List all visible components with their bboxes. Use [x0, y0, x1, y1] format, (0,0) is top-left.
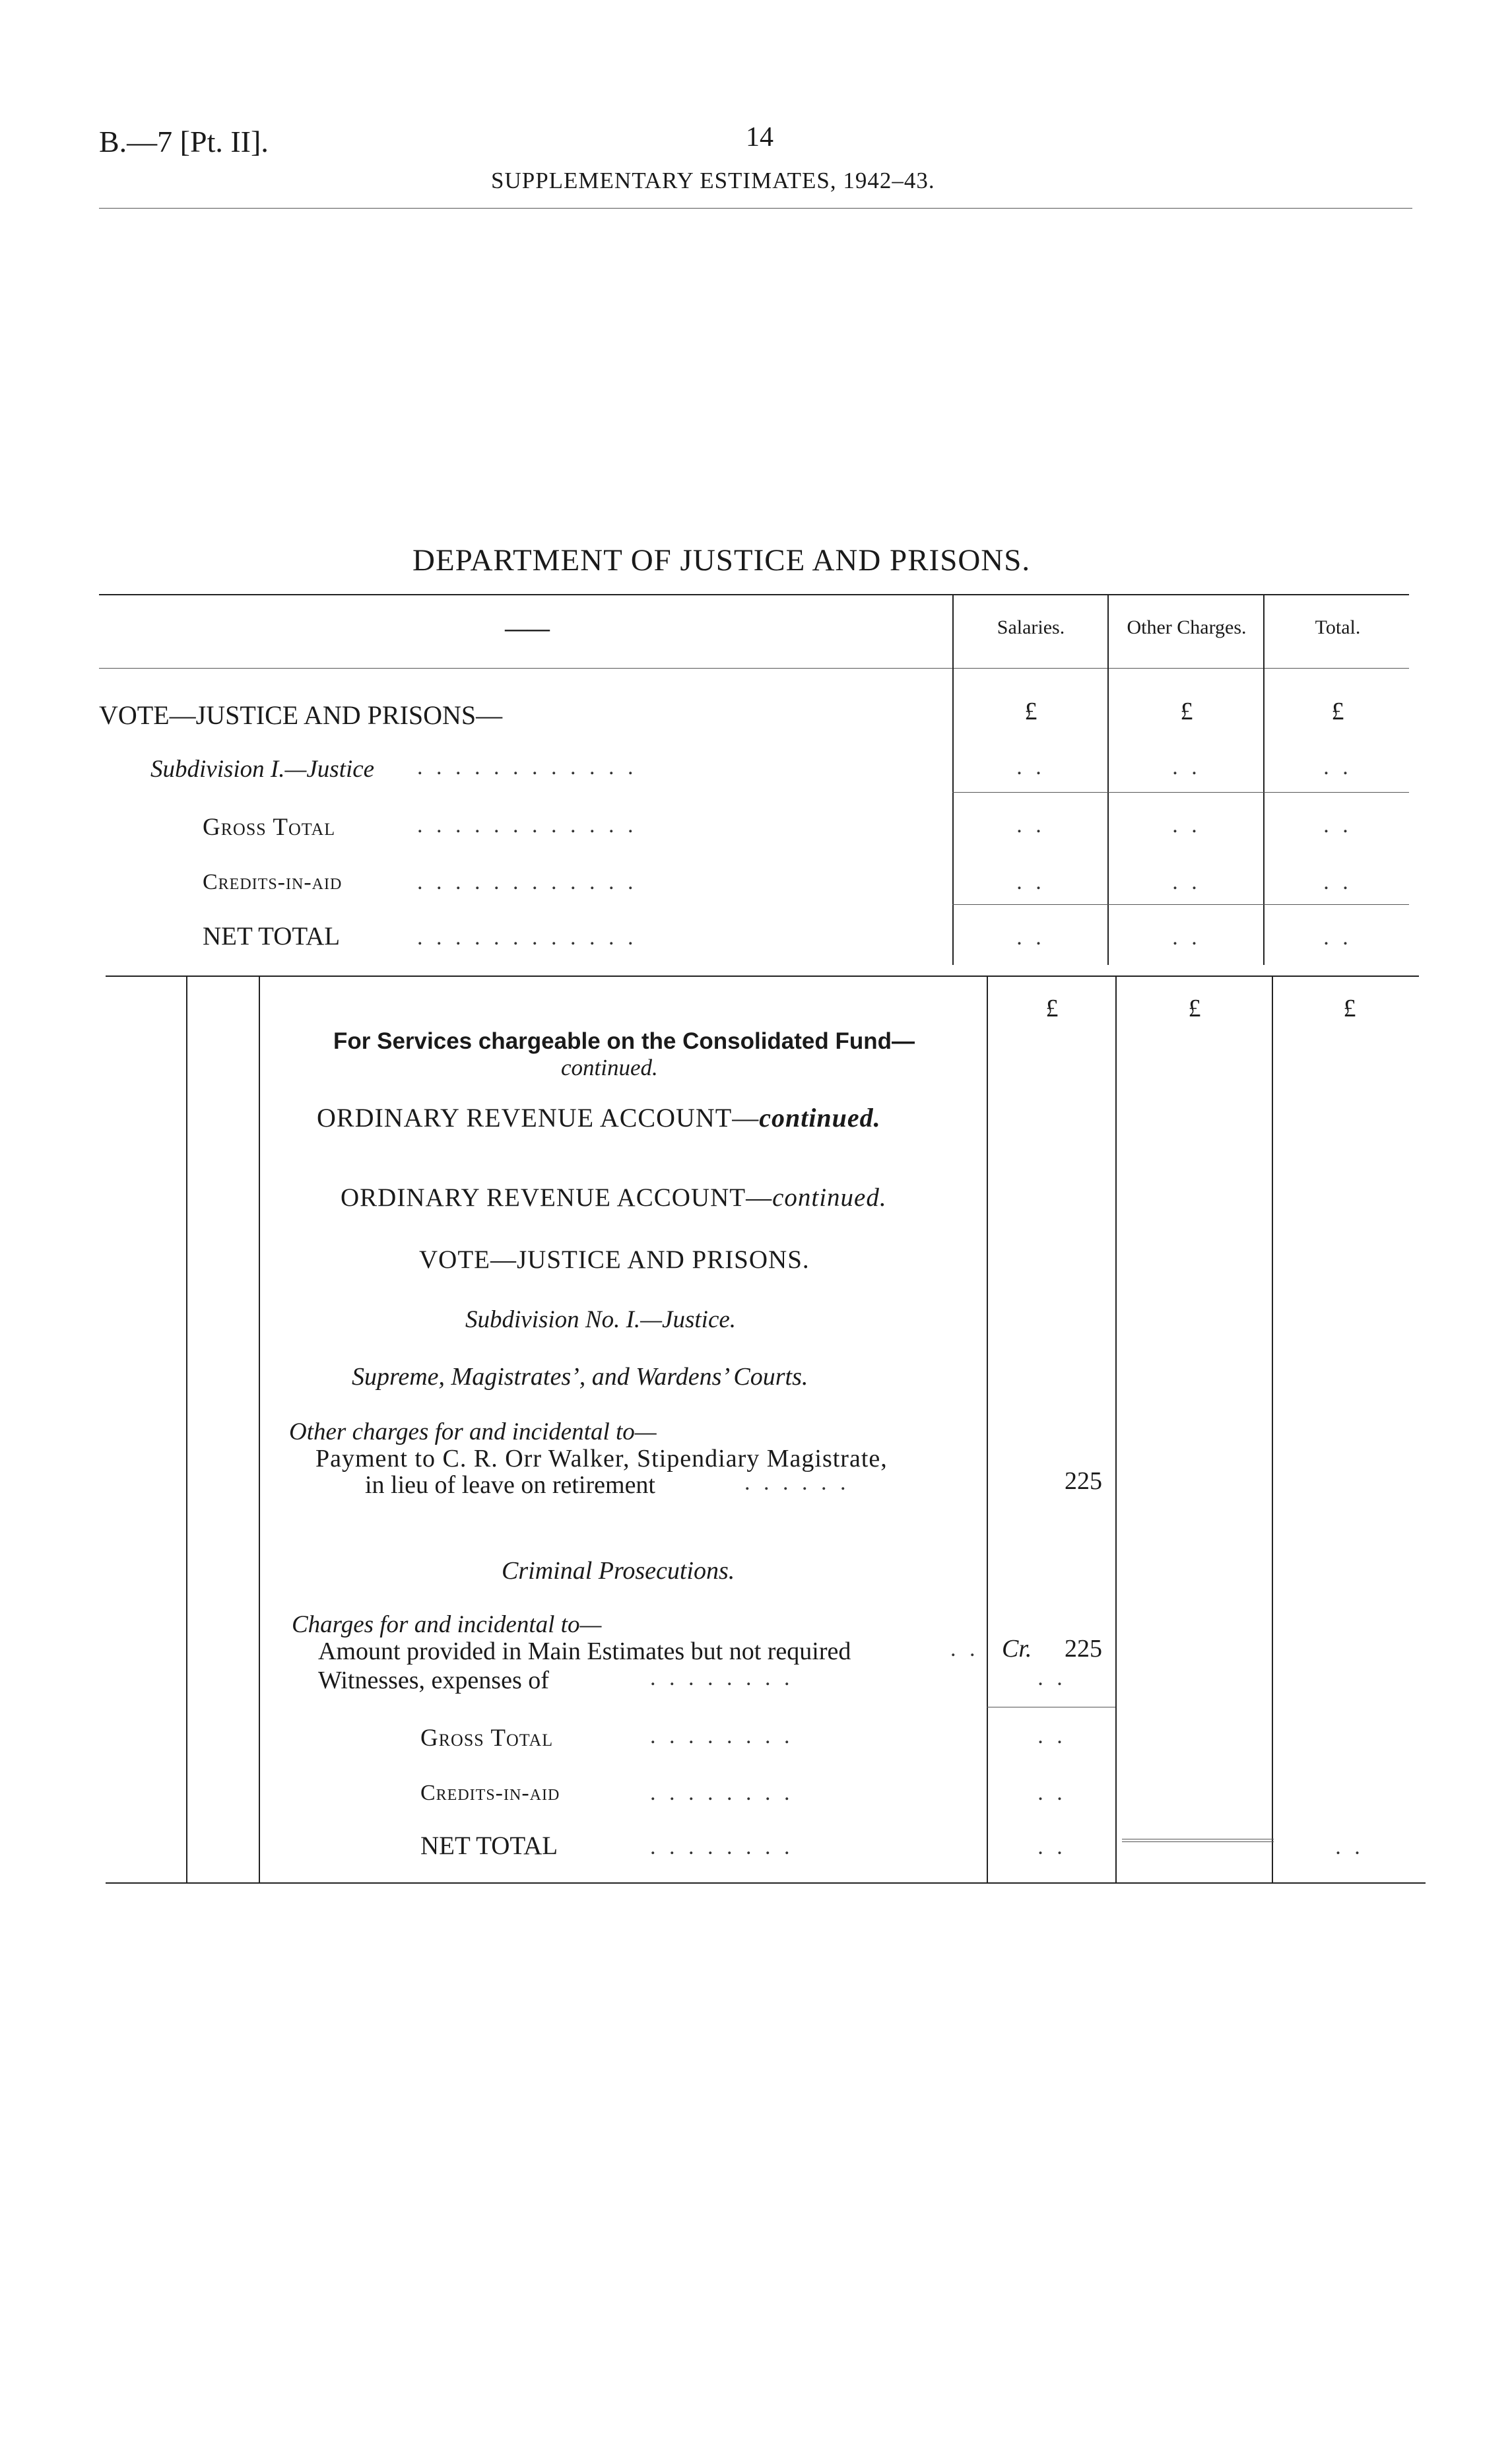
- payment-line-2: in lieu of leave on retirement: [365, 1471, 655, 1499]
- detail-gross-value: . .: [1037, 1724, 1067, 1748]
- account-heading-1-text: ORDINARY REVENUE ACCOUNT—: [317, 1103, 760, 1133]
- detail-net-total-value: . .: [1335, 1835, 1364, 1859]
- summary-currency-other: £: [1180, 698, 1193, 725]
- summary-header-rule: [99, 668, 1409, 669]
- summary-row-net-dots: . . . . . . . . . . . .: [417, 925, 638, 950]
- summary-col-divider-1: [952, 594, 954, 965]
- detail-currency-col2: £: [1188, 995, 1201, 1022]
- summary-row-subdivision-dots: . . . . . . . . . . . .: [417, 755, 638, 779]
- summary-col-divider-3: [1263, 594, 1265, 965]
- detail-col-divider-3: [1272, 976, 1273, 1882]
- summary-row-credits-total: . .: [1323, 870, 1352, 894]
- page-reference: B.—7 [Pt. II].: [99, 125, 269, 158]
- detail-currency-col3: £: [1343, 995, 1356, 1022]
- detail-net-rule-double: [1122, 1841, 1274, 1842]
- summary-row-subdivision-label: Subdivision I.—Justice: [150, 756, 375, 783]
- detail-gross-label: Gross Total: [420, 1725, 554, 1752]
- summary-row-credits-label: Credits-in-aid: [203, 870, 343, 894]
- payment-value: 225: [1065, 1467, 1102, 1495]
- summary-vote-heading: VOTE—JUSTICE AND PRISONS—: [99, 700, 503, 730]
- summary-row-credits-other: . .: [1172, 870, 1201, 894]
- account-heading-2-cont: continued.: [772, 1183, 887, 1212]
- detail-margin-divider-1: [186, 976, 187, 1882]
- services-heading: For Services chargeable on the Consolidated Fund—: [333, 1028, 915, 1054]
- account-heading-2-text: ORDINARY REVENUE ACCOUNT—: [341, 1183, 773, 1212]
- summary-top-rule: [99, 594, 1409, 595]
- detail-col-divider-2: [1115, 976, 1117, 1882]
- account-heading-1: [317, 1102, 881, 1133]
- amount-value: 225: [1065, 1635, 1102, 1663]
- detail-margin-divider-2: [259, 976, 260, 1882]
- page-number: 14: [746, 122, 773, 152]
- summary-row-credits-salaries: . .: [1016, 870, 1045, 894]
- summary-row-gross-other: . .: [1172, 813, 1201, 838]
- summary-row-net-label: NET TOTAL: [203, 922, 341, 950]
- summary-row-credits-dots: . . . . . . . . . . . .: [417, 870, 638, 894]
- summary-row-net-salaries: . .: [1016, 925, 1045, 950]
- detail-credits-value: . .: [1037, 1781, 1067, 1805]
- payment-dots: . . . . . .: [744, 1471, 850, 1495]
- amount-line: Amount provided in Main Estimates but not required: [318, 1638, 851, 1665]
- summary-currency-total: £: [1331, 698, 1344, 725]
- running-title: SUPPLEMENTARY ESTIMATES, 1942–43.: [491, 168, 935, 193]
- detail-currency-col1: £: [1045, 995, 1059, 1022]
- other-charges-intro: Other charges for and incidental to—: [289, 1418, 657, 1445]
- detail-gross-dots: . . . . . . . .: [650, 1724, 794, 1748]
- detail-net-label: NET TOTAL: [420, 1832, 558, 1860]
- amount-dots: . .: [950, 1637, 979, 1661]
- summary-header-salaries: Salaries.: [997, 616, 1065, 638]
- payment-line-1: Payment to C. R. Orr Walker, Stipendiary Magistrate,: [315, 1445, 888, 1472]
- services-continued: continued.: [561, 1055, 658, 1080]
- summary-row-subdivision-salaries: . .: [1016, 755, 1045, 779]
- summary-row-subdivision-total: . .: [1323, 755, 1352, 779]
- witnesses-line: Witnesses, expenses of: [318, 1667, 549, 1694]
- summary-row-net-total: . .: [1323, 925, 1352, 950]
- detail-net-value: . .: [1037, 1835, 1067, 1859]
- summary-net-rule: [952, 904, 1409, 905]
- detail-credits-dots: . . . . . . . .: [650, 1781, 794, 1805]
- criminal-heading: Criminal Prosecutions.: [502, 1557, 735, 1585]
- subdivision-heading: Subdivision No. I.—Justice.: [465, 1306, 737, 1333]
- charges-intro: Charges for and incidental to—: [292, 1611, 602, 1638]
- summary-row-gross-total: . .: [1323, 813, 1352, 838]
- summary-header-total: Total.: [1315, 616, 1361, 638]
- summary-header-other-charges: Other Charges.: [1127, 616, 1247, 638]
- summary-row-gross-salaries: . .: [1016, 813, 1045, 838]
- vote-heading: VOTE—JUSTICE AND PRISONS.: [419, 1245, 810, 1274]
- account-heading-2: [341, 1183, 887, 1212]
- summary-currency-salaries: £: [1024, 698, 1037, 725]
- detail-credits-label: Credits-in-aid: [420, 1781, 560, 1805]
- department-title: DEPARTMENT OF JUSTICE AND PRISONS.: [412, 543, 1031, 578]
- summary-col-divider-2: [1107, 594, 1109, 965]
- witnesses-dots: . . . . . . . .: [650, 1666, 794, 1690]
- summary-row-subdivision-other: . .: [1172, 755, 1201, 779]
- detail-bottom-rule: [106, 1882, 1426, 1884]
- summary-row-gross-label: Gross Total: [203, 814, 336, 841]
- account-heading-1-cont: continued.: [759, 1103, 881, 1133]
- summary-row-gross-dots: . . . . . . . . . . . .: [417, 813, 638, 838]
- summary-subtotal-rule: [952, 792, 1409, 793]
- detail-top-rule: [106, 976, 1419, 977]
- courts-heading: Supreme, Magistrates’, and Wardens’ Courts.: [352, 1363, 808, 1391]
- header-rule: [99, 208, 1412, 209]
- witnesses-value: . .: [1037, 1666, 1067, 1690]
- detail-col-divider-1: [987, 976, 988, 1882]
- detail-net-dots: . . . . . . . .: [650, 1835, 794, 1859]
- amount-cr: Cr.: [1002, 1635, 1032, 1663]
- summary-header-blank: ——: [505, 616, 550, 641]
- summary-row-net-other: . .: [1172, 925, 1201, 950]
